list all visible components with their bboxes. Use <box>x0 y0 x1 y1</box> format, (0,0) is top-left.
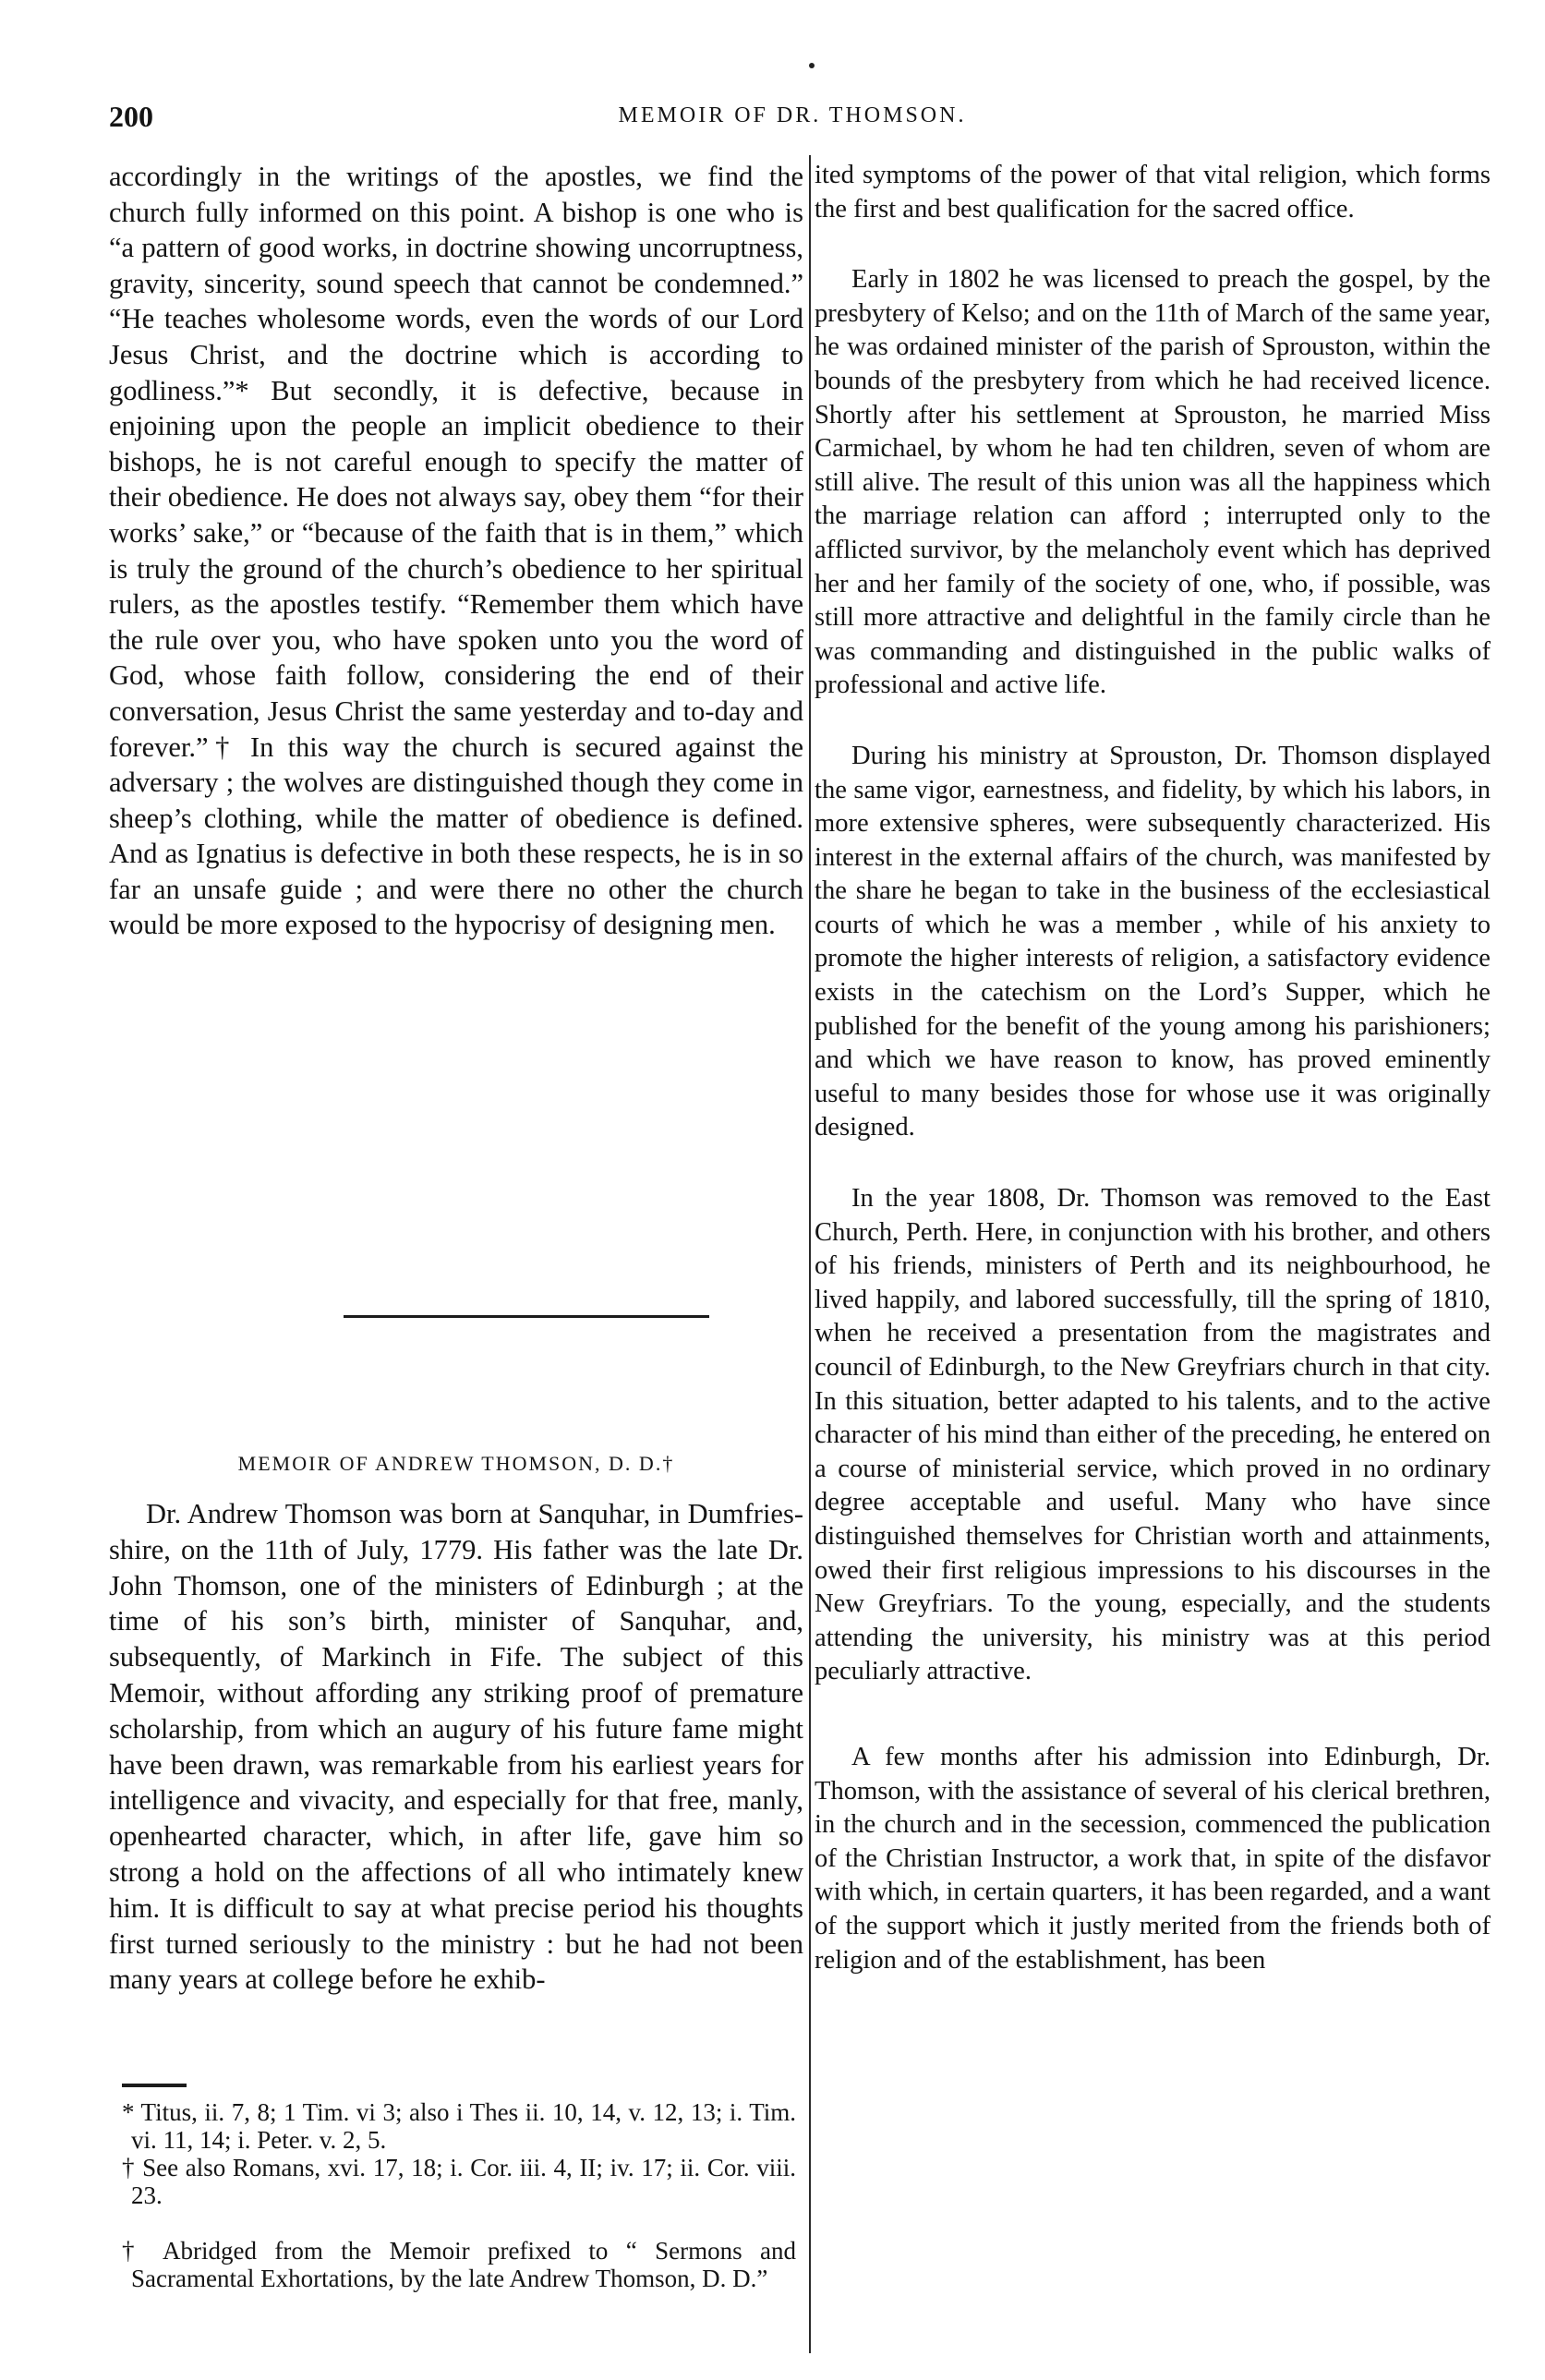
right-paragraph-1: ited symptoms of the power of that vital religion, which forms the first and best qualification for the sacred office. <box>815 161 1491 224</box>
memoir-body <box>109 1496 803 1998</box>
memoir-paragraph: Dr. Andrew Thomson was born at Sanquhar, in Dumfries-shire, on the 11th of July, 1779. His father was the late Dr. John Thomson, one of the ministers of Edinburgh ; at the time of his son’s birth, minister of Sanquhar, and, subsequently, of Markinch in Fife. The subject of this Memoir, without affording any striking proof of premature scholarship, from which an augury of his future fame might have been drawn, was remarkable from his earliest years for intelligence and vivacity, and especially for that free, manly, openhearted character, which, in after life, gave him so strong a hold on the affections of all who intimately knew him. It is difficult to say at what precise period his thoughts first turned seriously to the ministry : but he had not been many years at college before he exhib- <box>109 1498 803 1996</box>
footnote-1: * Titus, ii. 7, 8; 1 Tim. vi 3; also i Thes ii. 10, 14, v. 12, 13; i. Tim. vi. 11, 14; i. Peter. v. 2, 5. <box>122 2098 796 2154</box>
footnote-1b: † See also Romans, xvi. 17, 18; i. Cor. iii. 4, II; iv. 17; ii. Cor. viii. 23. <box>122 2154 796 2209</box>
print-mark <box>809 63 815 68</box>
page-number: 200 <box>109 100 153 133</box>
right-paragraph-5: A few months after his admission into Edinburgh, Dr. Thomson, with the assistance of several of his clerical brethren, in the church and in the secession, commenced the publication of the Christian Instructor, a work that, in spite of the disfavor with which, in certain quarters, it has been regarded, and a want of the support which it justly merited from the friends both of religion and of the establishment, has been <box>815 1742 1491 1975</box>
footnote-rule <box>122 2084 187 2087</box>
right-paragraph-4: In the year 1808, Dr. Thomson was removed to the East Church, Perth. Here, in conjunction with his brother, and others of his friends, ministers of Perth and its neighbourhood, he lived happily, and labored successfully, till the spring of 1810, when he received a presentation from the magistrates and council of Edinburgh, to the New Greyfriars church in that city. In this situation, better adapted to his talents, and to the active character of his mind than either of the preceding, he entered on a course of ministerial service, which proved in no ordinary degree acceptable and useful. Many who have since distinguished themselves for Christian worth and attainments, owed their first religious impressions to his discourses in the New Greyfriars. To the young, especially, and the students attending the university, his ministry was at this period peculiarly attractive. <box>815 1184 1491 1686</box>
left-column-paragraph: accordingly in the writings of the apostles, we find the church fully informed on this point. A bishop is one who is “a pattern of good works, in doctrine showing uncorruptness, gravity, sincerity, sound speech that cannot be condemned.” “He teaches wholesome words, even the words of our Lord Jesus Christ, and the doctrine which is according to godliness.”* But secondly, it is defective, because in enjoining upon the people an implicit obedience to their bishops, he is not careful enough to specify the matter of their obedience. He does not always say, obey them “for their works’ sake,” or “because of the faith that is in them,” which is truly the ground of the church’s obedience to her spiritual rulers, as the apostles testify. “Remember them which have the rule over you, who have spoken unto you the word of God, whose faith follow, considering the end of their conversation, Jesus Christ the same yesterday and to-day and forever.”† In this way the church is secured against the adversary ; the wolves are distinguished though they come in sheep’s clothing, while the matter of obedience is defined. And as Ignatius is defective in both these respects, he is in so far an unsafe guide ; and were there no other the church would be more exposed to the hypocrisy of designing men. <box>109 161 803 941</box>
right-column <box>815 159 1491 1977</box>
page-header <box>109 100 1476 137</box>
right-paragraph-3: During his ministry at Sprouston, Dr. Thomson displayed the same vigor, earnestness, and fidelity, by which his labors, in more extensive spheres, were subsequently characterized. His interest in the external affairs of the church, was manifested by the share he began to take in the business of the ecclesiastical courts of which he was a member , while of his anxiety to promote the higher interests of religion, a satisfactory evidence exists in the catechism on the Lord’s Supper, which he published for the benefit of the young among his parishioners; and which we have reason to know, has proved eminently useful to many besides those for whose use it was originally designed. <box>815 741 1491 1142</box>
footnotes <box>122 2098 796 2292</box>
memoir-title: MEMOIR OF ANDREW THOMSON, D. D.† <box>237 1452 675 1475</box>
right-paragraph-2: Early in 1802 he was licensed to preach the gospel, by the presbytery of Kelso; and on the 11th of March of the same year, he was ordained minister of the parish of Sprouston, within the bounds of the presbytery from which he had received licence. Shortly after his settlement at Sprouston, he married Miss Carmichael, by whom he had ten children, seven of whom are still alive. The result of this union was all the happiness which the marriage relation can afford ; interrupted only to the afflicted survivor, by the melancholy event which has deprived her and her family of the society of one, who, if possible, was still more attractive and delightful in the family circle than he was commanding and distinguished in the public walks of professional and active life. <box>815 265 1491 700</box>
left-column <box>109 159 803 943</box>
running-title: MEMOIR OF DR. THOMSON. <box>618 103 967 127</box>
section-divider-rule <box>344 1315 709 1318</box>
column-divider <box>809 155 811 2353</box>
footnote-2: † Abridged from the Memoir prefixed to “ Sermons and Sacramental Exhortations, by the late Andrew Thomson, D. D.” <box>122 2237 796 2292</box>
